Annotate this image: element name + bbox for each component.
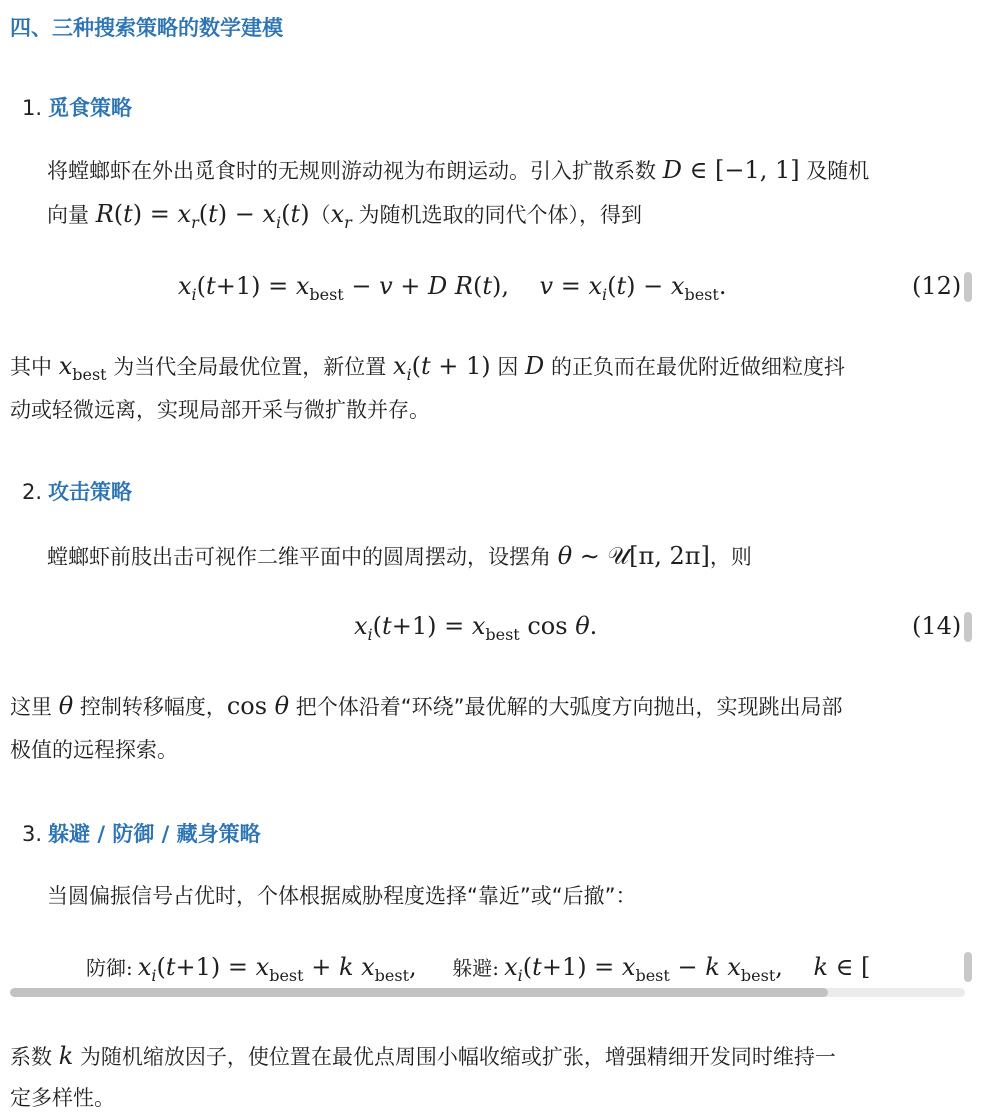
equation-scrollbar[interactable] bbox=[964, 272, 972, 302]
section-1-number: 1. bbox=[22, 96, 43, 120]
section-2-heading: 2. 攻击策略 bbox=[22, 480, 133, 504]
equation-12-number: (12) bbox=[912, 272, 962, 300]
section-3-after-line-2: 定多样性。 bbox=[10, 1086, 115, 1110]
section-3-heading: 3. 躲避 / 防御 / 藏身策略 bbox=[22, 822, 261, 846]
equation-scrollbar[interactable] bbox=[964, 612, 972, 642]
section-2-title: 攻击策略 bbox=[48, 480, 133, 504]
section-2-after-line-2: 极值的远程探索。 bbox=[10, 738, 178, 762]
page-title: 四、三种搜索策略的数学建模 bbox=[10, 16, 283, 40]
equation-scrollbar[interactable] bbox=[964, 952, 972, 982]
section-2-intro: 螳螂虾前肢出击可视作二维平面中的圆周摆动，设摆角 θ ∼ 𝒰[π, 2π]，则 bbox=[47, 542, 752, 570]
section-1-after-line-2: 动或轻微远离，实现局部开采与微扩散并存。 bbox=[10, 398, 430, 422]
section-2-after-line-1: 这里 θ 控制转移幅度，cos θ 把个体沿着“环绕”最优解的大弧度方向抛出，实现跳出局部 bbox=[10, 692, 843, 720]
equation-16-scroll-area[interactable]: 防御: $x_i(t+1) = x_{best} + k$ $x_{best}$, 躲避: $x_i(t+1) = x_{best} - k$ $x_{best}$, k ∈ [ bbox=[86, 953, 871, 985]
section-3-after-line-1: 系数 k 为随机缩放因子，使位置在最优点周围小幅收缩或扩张，增强精细开发同时维持一 bbox=[10, 1042, 836, 1070]
section-1-heading bbox=[22, 92, 132, 122]
section-3-title: 躲避 / 防御 / 藏身策略 bbox=[48, 822, 261, 846]
section-1-after-line-1: 其中 $x_{best}$ 为当代全局最优位置，新位置 $x_i(t + 1)$ 因 D 的正负而在最优附近做细粒度抖 bbox=[10, 352, 845, 384]
evade-label: 躲避: bbox=[452, 956, 500, 980]
horizontal-scrollbar-thumb[interactable] bbox=[10, 988, 828, 997]
equation-14: $x_i(t+1) = x_{best}$ cos θ. bbox=[354, 612, 598, 644]
equation-14-number: (14) bbox=[912, 612, 962, 640]
diffusion-range: D ∈ [−1, 1] bbox=[662, 156, 800, 184]
section-1-intro-line-1: 将螳螂虾在外出觅食时的无规则游动视为布朗运动。引入扩散系数 D ∈ [−1, 1] 及随机 bbox=[47, 156, 870, 184]
equation-12: $x_i(t+1) = x_{best} - v + D$ R(t), $v = x_i(t) - x_{best}$. bbox=[178, 272, 727, 304]
defense-label: 防御: bbox=[86, 956, 133, 980]
section-3-intro: 当圆偏振信号占优时，个体根据威胁程度选择“靠近”或“后撤”： bbox=[47, 884, 637, 908]
section-1-title: 觅食策略 bbox=[48, 96, 133, 120]
section-1-intro-line-2: 向量 $R(t) = x_r(t) - x_i(t)(x_r$ 为随机选取的同代个体），得到 bbox=[47, 200, 642, 232]
